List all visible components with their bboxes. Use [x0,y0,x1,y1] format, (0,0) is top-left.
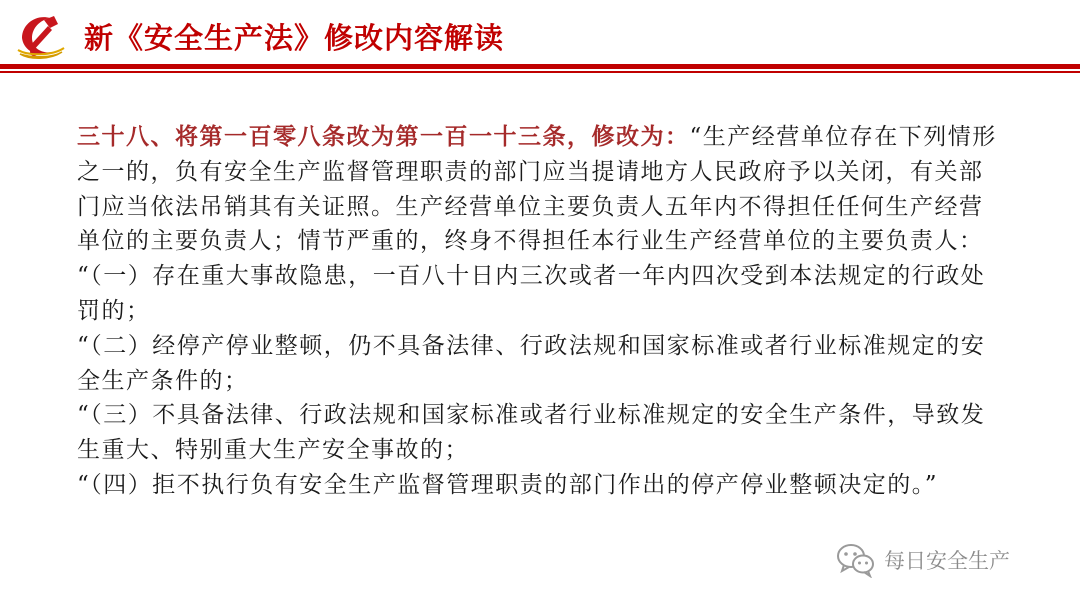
article-intro-paragraph [77,120,1007,259]
article-item: “（四）拒不执行负有安全生产监督管理职责的部门作出的停产停业整顿决定的。” [77,471,939,498]
article-lead: 三十八、将第一百零八条改为第一百一十三条，修改为： [77,123,690,150]
watermark-text: 每日安全生产 [884,549,1010,573]
party-emblem-icon [14,8,68,62]
article-item: “（一）存在重大事故隐患，一百八十日内三次或者一年内四次受到本法规定的行政处罚的； [77,263,986,324]
wechat-icon [836,542,876,578]
watermark [836,540,1010,580]
header-rule-thick [0,64,1080,69]
header-rule-thin [0,71,1080,73]
article-item: “（二）经停产停业整顿，仍不具备法律、行政法规和国家标准或者行业标准规定的安全生产条件的； [77,332,986,394]
article-body: “生产经营单位存在下列情形之一的，负有安全生产监督管理职责的部门应当提请地方人民政府予以关闭，有关部门应当依法吊销其有关证照。生产经营单位主要负责人五年内不得担任任何生产经营单位的主要负责人；情节严重的，终身不得担任本行业生产经营单位的主要负责人： [77,124,997,255]
article-content [77,120,1007,503]
header [0,0,1080,74]
article-item: “（三）不具备法律、行政法规和国家标准或者行业标准规定的安全生产条件，导致发生重大、特别重大生产安全事故的； [77,402,986,464]
page-title: 新《安全生产法》修改内容解读 [84,21,505,55]
